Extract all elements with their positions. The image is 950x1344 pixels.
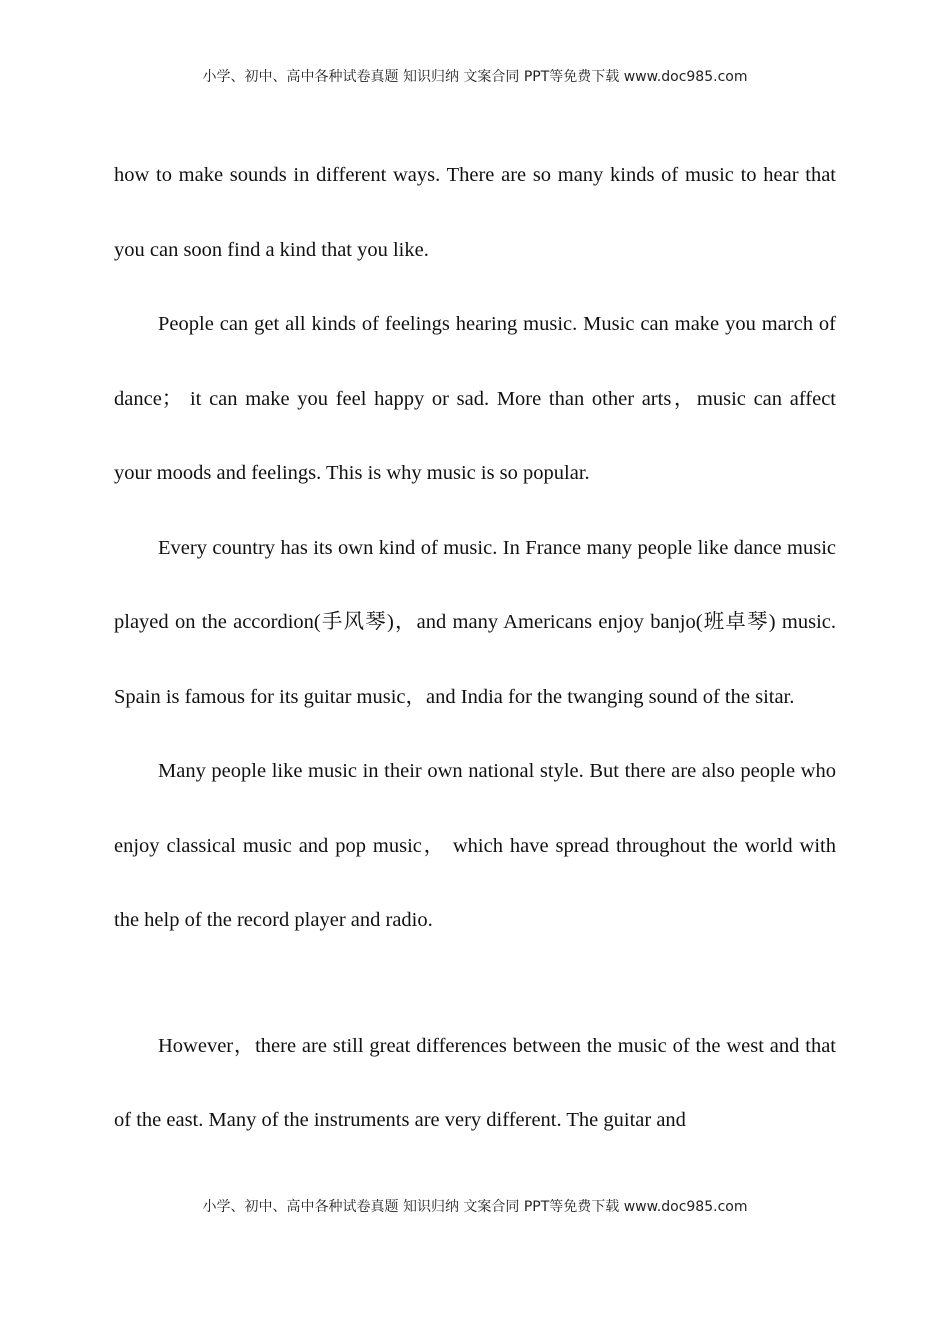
paragraph-2: People can get all kinds of feelings hearing music. Music can make you march of dance； it can make you feel happy or sad. More than other arts，music can affect your moods and feelings. This is why music is so popular. bbox=[114, 313, 836, 484]
page-header: 小学、初中、高中各种试卷真题 知识归纳 文案合同 PPT等免费下载 www.doc985.com bbox=[202, 69, 748, 85]
paragraph-5: However，there are still great differences between the music of the west and that of the east. Many of the instruments are very different. The guitar and bbox=[114, 1034, 836, 1131]
paragraph-4: Many people like music in their own national style. But there are also people who enjoy classical music and pop music， which have spread throughout the world with the help of the record player and radio. bbox=[114, 760, 836, 931]
page-footer: 小学、初中、高中各种试卷真题 知识归纳 文案合同 PPT等免费下载 www.doc985.com bbox=[202, 1199, 748, 1215]
paragraph-1: how to make sounds in different ways. There are so many kinds of music to hear that you can soon find a kind that you like. bbox=[114, 164, 836, 261]
paragraph-3: Every country has its own kind of music. In France many people like dance music played on the accordion(手风琴)，and many Americans enjoy banjo(班卓琴) music. Spain is famous for its guitar music，and India for the twanging sound of the sitar. bbox=[114, 536, 836, 708]
document-body bbox=[114, 138, 836, 1158]
